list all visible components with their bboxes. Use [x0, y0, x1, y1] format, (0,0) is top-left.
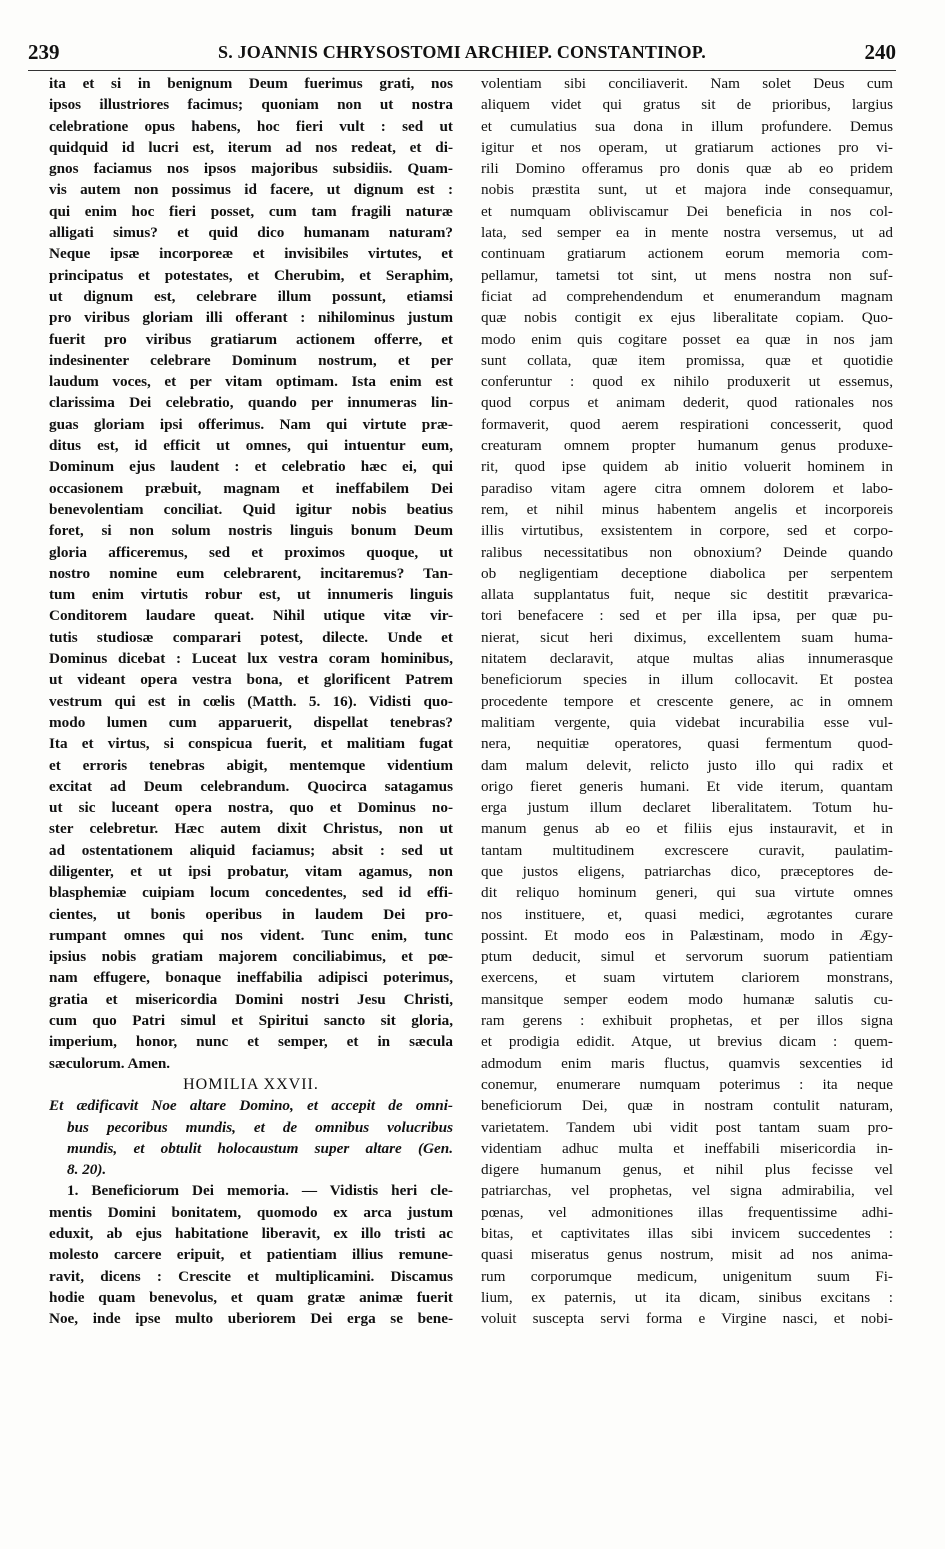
text-line: lata, sed semper ea in mente nostra versemus, ut ad — [481, 224, 893, 242]
text-line: nam effugere, bonaque ineffabilia adipisci poterimus, — [49, 969, 453, 987]
running-title: S. JOANNIS CHRYSOSTOMI ARCHIEP. CONSTANTINOP. — [218, 42, 706, 62]
right-column — [481, 73, 893, 1330]
text-line: blasphemiæ cuipiam locum concedentes, sed id effi- — [49, 884, 453, 902]
text-line: Neque ipsæ incorporeæ et invisibiles virtutes, et — [49, 245, 453, 263]
text-line: pro viribus gloriam illi offerant : nihilominus justum — [49, 309, 453, 327]
text-line: paradiso vitam agere citra omnem dolorem et labo- — [481, 479, 893, 497]
text-line: guas gloriam ipsi offerimus. Nam qui virtute præ- — [49, 415, 453, 433]
text-line: sunt collata, quæ item promissa, quæ et quotidie — [481, 351, 893, 369]
text-line: tori benefacere : sed et per illa ipsa, per quæ pu- — [481, 607, 893, 625]
text-line: dam malum delevit, relicto justo illo qui radix et — [481, 756, 893, 774]
text-line: gratia et misericordia Domini nostri Jesu Christi, — [49, 990, 453, 1008]
text-line: erga justum illum declaret liberalitatem. Totum hu- — [481, 799, 893, 817]
text-line: que justos eligens, patriarchas dico, præceptores de- — [481, 862, 893, 880]
text-line: cientes, ut bonis operibus in laudem Dei pro- — [49, 905, 453, 923]
text-line: nostro nomine eum celebrarent, incitaremus? Tan- — [49, 564, 453, 582]
text-line: nos instituere, et, quasi medici, ægrotantes curare — [481, 905, 893, 923]
text-line: benevolentiam conciliat. Quid igitur nobis beatius — [49, 500, 453, 518]
text-line: Conditorem laudare queat. Nihil utique vitæ vir- — [49, 607, 453, 625]
epigraph-line: mundis, et obtulit holocaustum super altare (Gen. — [67, 1139, 453, 1157]
text-line: varietatem. Tandem ubi vidit post tantam suam pro- — [481, 1118, 893, 1136]
text-line: procedente tempore et crescente genere, ac in omnem — [481, 692, 893, 710]
text-line: fuerit pro viribus gratiarum actionem offerre, et — [49, 330, 453, 348]
text-line: conemur, enumerare numquam poterimus : ita neque — [481, 1075, 893, 1093]
text-line: occasionem præbuit, magnam et ineffabilem Dei — [49, 479, 453, 497]
text-line: celebratione opus habens, hoc fieri vult : sed ut — [49, 117, 453, 135]
text-line: nitatem declaravit, atque multas alias innumerasque — [481, 650, 893, 668]
text-line: Noe, inde ipse multo uberiorem Dei erga se bene- — [49, 1310, 453, 1328]
text-line: possint. Et modo eos in Palæstinam, modo in Ægy- — [481, 926, 893, 944]
text-line: voluit suscepta servi forma e Virgine nasci, et nobi- — [481, 1310, 893, 1328]
text-line: pellamur, tametsi tot sint, ut mens nostra non suf- — [481, 266, 893, 284]
text-line: quæ nobis contigit ex ejus liberalitate copiam. Quo- — [481, 309, 893, 327]
text-line: principatus et potestates, et Cherubim, et Seraphim, — [49, 266, 453, 284]
text-line: quasi miseratus genus nostrum, misit ad nos anima- — [481, 1246, 893, 1264]
text-line: admodum enim maris fluctus, quamvis sexcenties id — [481, 1054, 893, 1072]
text-line: mansitque semper eodem modo humanæ salutis cu- — [481, 990, 893, 1008]
text-line: tutis studiosæ comparari potest, dilecte. Unde et — [49, 628, 453, 646]
text-line: aliquem videt qui gratus sit de prioribus, largius — [481, 96, 893, 114]
text-line: formaverit, quod aerem respirationi concesserit, quod — [481, 415, 893, 433]
text-line: ut videant opera vestra bona, et glorificent Patrem — [49, 671, 453, 689]
text-line: nobis præstita sunt, ut et majora inde consequamur, — [481, 181, 893, 199]
epigraph-line: Et ædificavit Noe altare Domino, et accepit de omni- — [49, 1097, 453, 1115]
text-line: ster celebretur. Hæc autem dixit Christus, non ut — [49, 820, 453, 838]
text-line: ad ostentationem aliquid faciamus; absit : sed ut — [49, 841, 453, 859]
text-line: quod corpus et animam dederit, quod rationales nos — [481, 394, 893, 412]
text-line: dit reliquo hominum generi, qui sua virtute omnes — [481, 884, 893, 902]
text-line: pœnas, vel admonitiones illas frequentissime adhi- — [481, 1203, 893, 1221]
text-line: beneficiorum species in illum collocavit. Et postea — [481, 671, 893, 689]
text-line: eduxit, ab ejus habitatione liberavit, ex illo tristi ac — [49, 1225, 453, 1243]
text-line: Dominum ejus laudent : et celebratio hæc ei, qui — [49, 458, 453, 476]
text-line: ditus est, id efficit ut omnes, qui intuentur eum, — [49, 437, 453, 455]
text-line: ptum deducit, simul et servorum suorum patientiam — [481, 948, 893, 966]
text-line: Dominus dicebat : Luceat lux vestra coram hominibus, — [49, 650, 453, 668]
text-line: alligati simus? et quid dico humanam naturam? — [49, 224, 453, 242]
text-line: 1. Beneficiorum Dei memoria. — Vidistis heri cle- — [67, 1182, 453, 1200]
text-line: foret, si non solum nostris linguis bonum Deum — [49, 522, 453, 540]
text-line: nierat, sicut heri diximus, excellentem suam huma- — [481, 628, 893, 646]
text-line: vis autem non possimus id facere, ut dignum est : — [49, 181, 453, 199]
text-line: tum enim virtutis robur est, ut innumeris linguis — [49, 586, 453, 604]
text-line: diligenter, et ut ipsi probatur, vitam agamus, non — [49, 862, 453, 880]
text-line: allata supplantatus fuit, neque sic destitit prævarica- — [481, 586, 893, 604]
text-line: clarissima Dei celebratio, quando per innumeras lin- — [49, 394, 453, 412]
text-line: rit, quod ipse quidem ab initio voluerit hominem in — [481, 458, 893, 476]
text-line: modo enim quis cogitare posset ea quæ in nos jam — [481, 330, 893, 348]
text-line: ut dignum est, celebrare illum possunt, etiamsi — [49, 287, 453, 305]
text-line: tantam multitudinem excrescere curavit, paulatim- — [481, 841, 893, 859]
text-line: hodie quam benevolus, et quam gratæ animæ fuerit — [49, 1288, 453, 1306]
epigraph-line: 8. 20). — [67, 1161, 107, 1179]
epigraph-line: bus pecoribus mundis, et de omnibus volucribus — [67, 1118, 453, 1136]
text-line: et prodigia edidit. Atque, ut brevius dicam : quem- — [481, 1033, 893, 1051]
text-line: bitas, et captivitates illas sibi invicem succedentes : — [481, 1225, 893, 1243]
text-line: digere humanum genus, et nihil plus fecisse vel — [481, 1161, 893, 1179]
text-line: mentis Domini bonitatem, quomodo ex arca justum — [49, 1203, 453, 1221]
text-line: ravit, dicens : Crescite et multiplicamini. Discamus — [49, 1267, 453, 1285]
text-line: gnos faciamus nos ipsos majoribus subsidiis. Quam- — [49, 160, 453, 178]
text-line: sæculorum. Amen. — [49, 1054, 171, 1072]
text-line: et cumulatius sua dona in illum profundere. Demus — [481, 117, 893, 135]
text-line: ut sic luceant opera nostra, quo et Dominus no- — [49, 799, 453, 817]
text-line: quidquid id lucri est, iterum ad nos redeat, et di- — [49, 138, 453, 156]
text-line: continuam gratiarum actionem eorum memoria com- — [481, 245, 893, 263]
text-line: manum genus ab eo et filiis ejus instauravit, et in — [481, 820, 893, 838]
text-line: et erroris tenebras abigit, mentemque videntium — [49, 756, 453, 774]
text-line: vestrum qui est in cœlis (Matth. 5. 16). Vidisti quo- — [49, 692, 453, 710]
text-line: illis virtutibus, exsistentem in corpore, sed et corpo- — [481, 522, 893, 540]
text-line: rumpant omnes qui nos vident. Tunc enim, tunc — [49, 926, 453, 944]
text-line: gloria afficeremus, sed et proximos quoque, ut — [49, 543, 453, 561]
text-line: conferuntur : quod ex nihilo produxerit ut essemus, — [481, 373, 893, 391]
text-line: rili Domino offeramus pro donis quæ ab eo pridem — [481, 160, 893, 178]
text-line: patriarchas, vel prophetas, vel signa admirabilia, vel — [481, 1182, 893, 1200]
text-line: ram gerens : exhibuit prophetas, et per illos signa — [481, 1012, 893, 1030]
text-line: ita et si in benignum Deum fuerimus grati, nos — [49, 75, 453, 92]
text-line: Ita et virtus, si conspicua fuerit, et malitiam fugat — [49, 735, 453, 753]
text-line: indesinenter celebrare Dominum nostrum, et per — [49, 351, 453, 369]
text-line: lium, ex paternis, ut ita dicam, sinibus excitans : — [481, 1288, 893, 1306]
text-line: creaturam omnem propter humanum genus produxe- — [481, 437, 893, 455]
text-line: ralibus necessitatibus non obnoxium? Deinde quando — [481, 543, 893, 561]
text-line: cum quo Patri simul et Spiritui sancto sit gloria, — [49, 1012, 453, 1030]
text-line: modo lumen cum apparuerit, dispellat tenebras? — [49, 713, 453, 731]
text-line: ficiat ad comprehendendum et enumerandum magnam — [481, 287, 893, 305]
homily-title: HOMILIA XXVII. — [183, 1075, 319, 1093]
text-line: rum corporumque medicum, unigenitum suum Fi- — [481, 1267, 893, 1285]
text-line: igitur et nos operam, ut gratiarum actiones pro vi- — [481, 138, 893, 156]
text-line: nera, nequitiæ operatores, quasi fermentum quod- — [481, 735, 893, 753]
running-header — [28, 40, 896, 71]
text-line: ipsos illustriores facimus; quoniam non ut nostra — [49, 96, 453, 114]
page-number-left: 239 — [28, 40, 60, 64]
text-line: malitiam vergente, quia videbat incurabilia esse vul- — [481, 713, 893, 731]
text-line: rem, et nihil minus habentem angelis et incorporeis — [481, 500, 893, 518]
text-line: videntiam adhuc multa et ineffabili misericordia in- — [481, 1139, 893, 1157]
text-line: volentiam sibi conciliaverit. Nam solet Deus cum — [481, 75, 893, 92]
text-line: ob negligentiam deceptione diabolica per serpentem — [481, 564, 893, 582]
page-number-right: 240 — [864, 40, 896, 64]
text-line: molesto carcere eripuit, et patientiam illius remune- — [49, 1246, 453, 1264]
left-column — [49, 73, 453, 1330]
text-line: origo fieret generis humani. Et vide iterum, quantam — [481, 777, 893, 795]
text-line: excitat ad Deum celebrandum. Quocirca satagamus — [49, 777, 453, 795]
text-line: laudum voces, et per vitam optimam. Ista enim est — [49, 373, 453, 391]
text-line: qui enim hoc fieri posset, cum tam fragili naturæ — [49, 202, 453, 220]
text-line: imperium, honor, nunc et semper, et in sæcula — [49, 1033, 453, 1051]
text-line: et numquam obliviscamur Dei beneficia in nos col- — [481, 202, 893, 220]
text-line: beneficiorum Dei, quæ in nostram contulit naturam, — [481, 1097, 893, 1115]
text-line: ipsius nobis gratiam majorem conciliabimus, et pœ- — [49, 948, 453, 966]
text-line: exercens, et suam virtutem clariorem monstrans, — [481, 969, 893, 987]
